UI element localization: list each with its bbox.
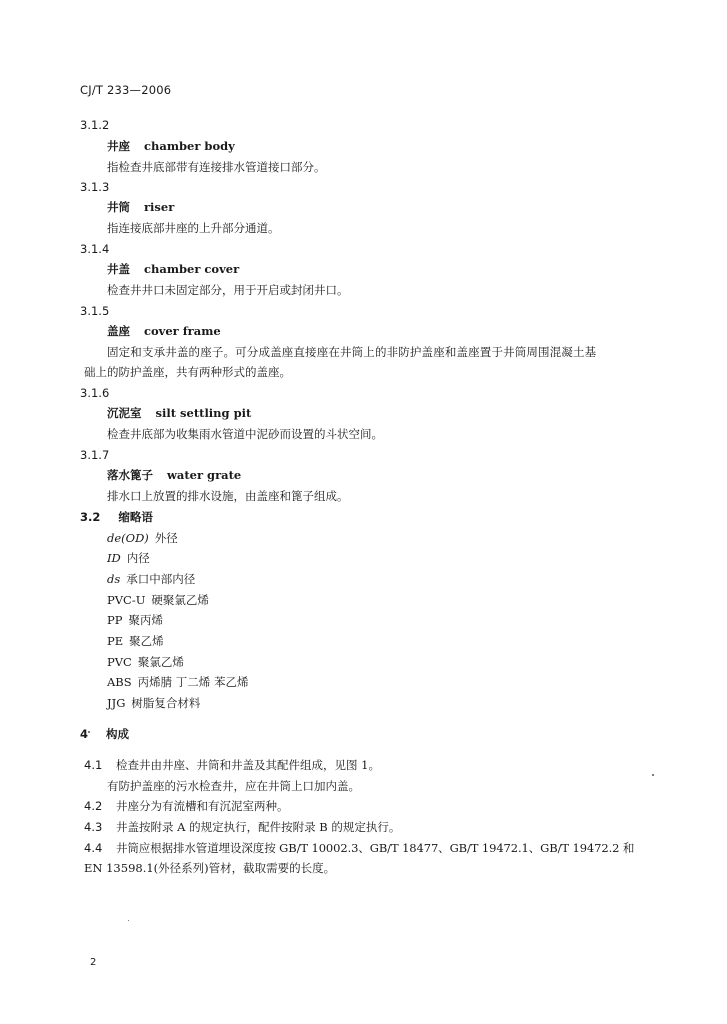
abbreviation-item [107, 634, 164, 648]
clause-text: 井盖按附录 A 的规定执行，配件按附录 B 的规定执行。 [116, 820, 401, 834]
abbreviation-code: PVC-U [107, 593, 146, 607]
abbreviation-meaning: 内径 [126, 551, 150, 565]
clause-text-continued: EN 13598.1(外径系列)管材，截取需要的长度。 [84, 861, 336, 875]
abbreviation-item [107, 593, 209, 607]
heading-number: 3.2 [80, 510, 101, 524]
term-en: riser [144, 200, 175, 214]
term-title [107, 324, 221, 338]
term-number: 3.1.3 [80, 180, 110, 194]
term-title [107, 200, 174, 214]
term-definition-continued: 础上的防护盖座，共有两种形式的盖座。 [84, 365, 291, 379]
term-title [107, 262, 239, 276]
term-definition: 检查井底部为收集雨水管道中泥砂而设置的斗状空间。 [107, 427, 383, 441]
abbreviation-meaning: 聚氯乙烯 [137, 655, 184, 669]
clause-text: 井筒应根据排水管道埋设深度按 GB/T 10002.3、GB/T 18477、GB/T 19472.1、GB/T 19472.2 和 [116, 841, 635, 855]
clause [84, 820, 400, 834]
term-title [107, 406, 251, 420]
clause-number: 4.2 [84, 799, 103, 813]
term-en: water grate [167, 468, 242, 482]
term-zh: 沉泥室 [107, 406, 142, 420]
abbreviation-meaning: 硬聚氯乙烯 [151, 593, 209, 607]
abbreviation-item [107, 551, 150, 565]
term-definition: 固定和支承井盖的座子。可分成盖座直接座在井筒上的非防护盖座和盖座置于井筒周围混凝土基 [107, 345, 597, 359]
term-definition: 检查井井口未固定部分，用于开启或封闭井口。 [107, 283, 349, 297]
term-definition: 排水口上放置的排水设施，由盖座和篦子组成。 [107, 489, 349, 503]
abbreviation-code: PP [107, 613, 123, 627]
clause [84, 758, 380, 772]
abbreviation-item [107, 696, 200, 710]
clause-number: 4.1 [84, 758, 103, 772]
abbreviation-code: ABS [107, 675, 132, 689]
clause-number: 4.3 [84, 820, 103, 834]
term-number: 3.1.7 [80, 448, 110, 462]
term-en: chamber cover [144, 262, 240, 276]
term-title [107, 468, 241, 482]
term-number: 3.1.2 [80, 118, 110, 132]
abbreviation-meaning: 聚乙烯 [129, 634, 164, 648]
clause-number: 4.4 [84, 841, 103, 855]
term-en: silt settling pit [155, 406, 252, 420]
heading-number: 4 [80, 727, 89, 741]
abbreviation-meaning: 树脂复合材料 [131, 696, 201, 710]
abbreviation-code: ID [107, 551, 121, 565]
term-zh: 落水篦子 [107, 468, 153, 482]
term-number: 3.1.6 [80, 386, 110, 400]
clause-text-continued: 有防护盖座的污水检查井，应在井筒上口加内盖。 [107, 779, 360, 793]
clause-text: 检查井由井座、井筒和井盖及其配件组成，见图 1。 [116, 758, 380, 772]
abbreviation-meaning: 外径 [154, 531, 178, 545]
abbreviation-code: PVC [107, 655, 132, 669]
section-heading [80, 727, 129, 741]
page-number: 2 [90, 957, 97, 968]
clause [84, 841, 634, 855]
term-number: 3.1.5 [80, 304, 110, 318]
term-definition: 指检查井底部带有连接排水管道接口部分。 [107, 160, 326, 174]
term-en: chamber body [144, 139, 235, 153]
abbreviation-meaning: 聚丙烯 [128, 613, 163, 627]
heading-title: 构成 [106, 727, 130, 741]
heading-title: 缩略语 [118, 510, 153, 524]
clause [84, 799, 289, 813]
abbreviation-code: de(OD) [107, 531, 149, 545]
term-definition: 指连接底部井座的上升部分通道。 [107, 221, 280, 235]
scan-speck [652, 774, 654, 776]
abbreviation-code: JJG [107, 696, 126, 710]
term-en: cover frame [144, 324, 221, 338]
abbreviations-heading [80, 510, 153, 524]
scan-speck [88, 731, 90, 733]
abbreviation-meaning: 丙烯腈 丁二烯 苯乙烯 [137, 675, 249, 689]
abbreviation-item [107, 531, 178, 545]
abbreviation-code: PE [107, 634, 124, 648]
term-zh: 井盖 [107, 262, 130, 276]
abbreviation-item [107, 572, 195, 586]
term-zh: 井座 [107, 139, 130, 153]
abbreviation-item [107, 655, 184, 669]
abbreviation-item [107, 613, 163, 627]
abbreviation-meaning: 承口中部内径 [126, 572, 196, 586]
abbreviation-item [107, 675, 248, 689]
clause-text: 井座分为有流槽和有沉泥室两种。 [116, 799, 289, 813]
abbreviation-code: ds [107, 572, 121, 586]
term-number: 3.1.4 [80, 242, 110, 256]
scan-speck [128, 920, 129, 921]
standard-code: CJ/T 233—2006 [80, 83, 172, 97]
term-zh: 盖座 [107, 324, 130, 338]
term-title [107, 139, 235, 153]
term-zh: 井筒 [107, 200, 130, 214]
